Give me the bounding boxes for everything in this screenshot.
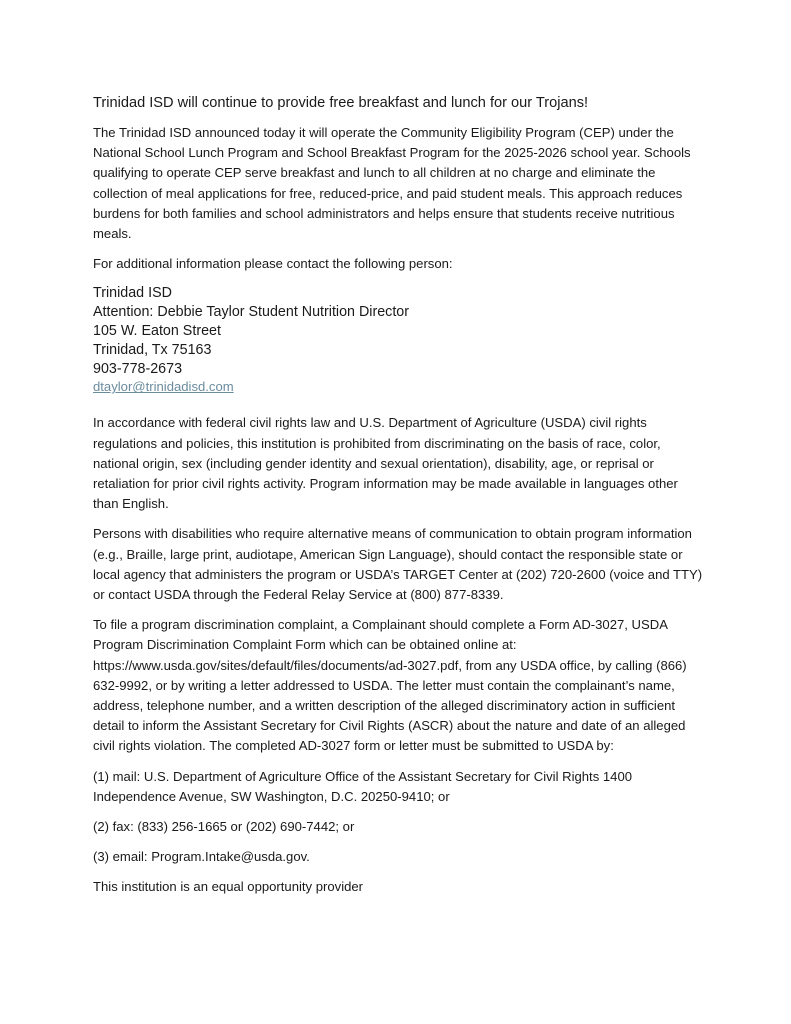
complaint-paragraph: To file a program discrimination complaint, a Complainant should complete a Form AD-3027, USDA Program Discrimination Complaint Form which can be obtained online at: https://www.usda.gov/sites/default/files/documents/ad-3027.pdf, from any USDA office, by calling (866) 632-9992, or by writing a letter addressed to USDA. The letter must contain the complainant’s name, address, telephone number, and a written description of the alleged discriminatory action in sufficient detail to inform the Assistant Secretary for Civil Rights (ASCR) about the nature and date of an alleged civil rights violation. The completed AD-3027 form or letter must be submitted to USDA by: bbox=[93, 617, 687, 754]
fax-item: (2) fax: (833) 256-1665 or (202) 690-7442; or bbox=[93, 819, 355, 835]
contact-intro: For additional information please contact the following person: bbox=[93, 256, 453, 272]
contact-email-link[interactable]: dtaylor@trinidadisd.com bbox=[93, 379, 234, 395]
contact-street: 105 W. Eaton Street bbox=[93, 323, 221, 340]
contact-city: Trinidad, Tx 75163 bbox=[93, 342, 212, 359]
contact-phone: 903-778-2673 bbox=[93, 361, 183, 378]
contact-block bbox=[93, 284, 705, 395]
contact-org: Trinidad ISD bbox=[93, 285, 172, 302]
civil-rights-paragraph: In accordance with federal civil rights law and U.S. Department of Agriculture (USDA) civil rights regulations and policies, this institution is prohibited from discriminating on the basis of race, color, national origin, sex (including gender identity and sexual orientation), disability, age, or reprisal or retaliation for prior civil rights activity. Program information may be made available in languages other than English. bbox=[93, 415, 678, 512]
disabilities-paragraph: Persons with disabilities who require alternative means of communication to obtain program information (e.g., Braille, large print, audiotape, American Sign Language), should contact the responsible state or local agency that administers the program or USDA’s TARGET Center at (202) 720-2600 (voice and TTY) or contact USDA through the Federal Relay Service at (800) 877-8339. bbox=[93, 526, 703, 603]
mail-item: (1) mail: U.S. Department of Agriculture Office of the Assistant Secretary for Civil Rights 1400 Independence Avenue, SW Washington, D.C. 20250-9410; or bbox=[93, 768, 633, 804]
closing-statement: This institution is an equal opportunity provider bbox=[93, 879, 364, 895]
email-item: (3) email: Program.Intake@usda.gov. bbox=[93, 849, 310, 865]
intro-paragraph: The Trinidad ISD announced today it will operate the Community Eligibility Program (CEP) under the National School Lunch Program and School Breakfast Program for the 2025-2026 school year. Schools qualifying to operate CEP serve breakfast and lunch to all children at no charge and eliminate the collection of meal applications for free, reduced-price, and paid student meals. This approach reduces burdens for both families and school administrators and helps ensure that students receive nutritious meals. bbox=[93, 125, 691, 242]
contact-attention: Attention: Debbie Taylor Student Nutrition Director bbox=[93, 304, 410, 321]
document-body bbox=[93, 93, 705, 908]
headline: Trinidad ISD will continue to provide free breakfast and lunch for our Trojans! bbox=[93, 95, 589, 111]
